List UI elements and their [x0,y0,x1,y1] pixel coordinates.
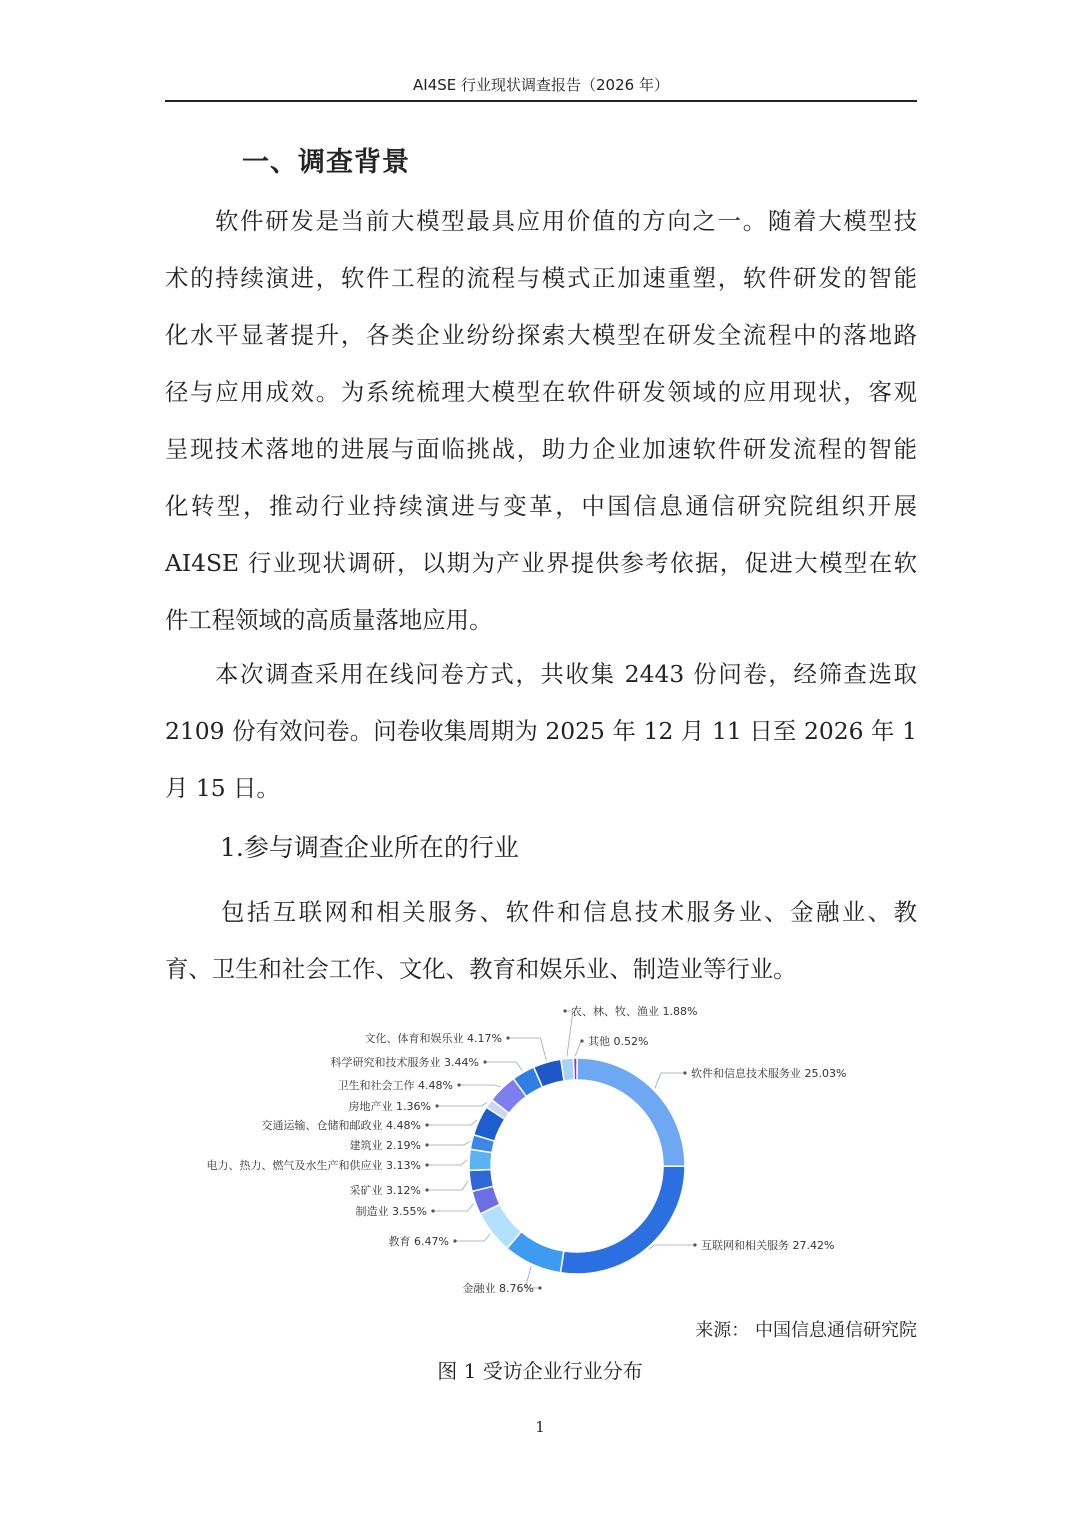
slice-label: 交通运输、仓储和邮政业 4.48% [261,1119,421,1132]
donut-slice [560,1166,685,1274]
slice-label: 教育 6.47% [388,1235,449,1248]
leader-line [427,1141,470,1145]
paragraph-line: 术的持续演进，软件工程的流程与模式正加速重塑，软件研发的智能 [165,264,917,292]
leader-line [575,1041,582,1056]
leader-dot [693,1243,696,1246]
leader-dot [563,1009,566,1012]
section-title: 一、调查背景 [242,147,410,178]
paragraph-line: 育、卫生和社会工作、文化、教育和娱乐业、制造业等行业。 [165,955,797,983]
donut-slice [577,1058,685,1166]
leader-dot [538,1286,541,1289]
leader-line [508,1038,546,1060]
leader-line [433,1204,474,1211]
paragraph-line: 2109 份有效问卷。问卷收集周期为 2025 年 12 月 11 日至 2026 年 1 [165,717,917,745]
paragraph-line: 径与应用成效。为系统梳理大模型在软件研发领域的应用现状，客观 [165,378,917,406]
slice-label: 建筑业 2.19% [349,1139,421,1152]
leader-line [455,1234,490,1241]
paragraph-line: 包括互联网和相关服务、软件和信息技术服务业、金融业、教 [221,898,917,926]
slice-label: 互联网和相关服务 27.42% [701,1239,835,1252]
leader-dot [580,1039,583,1042]
leader-dot [457,1083,460,1086]
page-header [165,70,917,102]
paragraph-line: 软件研发是当前大模型最具应用价值的方向之一。随着大模型技 [215,207,917,235]
slice-label: 农、林、牧、渔业 1.88% [571,1005,698,1018]
slice-label: 电力、热力、燃气及水生产和供应业 3.13% [206,1159,421,1172]
paragraph-line: 本次调查采用在线问卷方式，共收集 2443 份问卷，经筛查选取 [215,660,917,688]
leader-dot [425,1143,428,1146]
paragraph-line: 件工程领域的高质量落地应用。 [165,606,493,634]
donut-slice [573,1058,577,1080]
paragraph-line: AI4SE 行业现状调研，以期为产业界提供参考依据，促进大模型在软 [165,549,917,577]
slice-label: 房地产业 1.36% [348,1100,431,1113]
industry-donut-chart [165,995,917,1305]
slice-label: 文化、体育和娱乐业 4.17% [364,1032,502,1045]
slice-label: 制造业 3.55% [355,1205,427,1218]
paragraph-line: 月 15 日。 [165,774,280,802]
leader-dot [453,1239,456,1242]
leader-dot [425,1163,428,1166]
figure-caption: 图 1 受访企业行业分布 [437,1359,643,1383]
paragraph-industries [165,884,917,998]
leader-dot [683,1071,686,1074]
subsection-title: 1.参与调查企业所在的行业 [220,833,519,862]
slice-label: 采矿业 3.12% [349,1184,421,1197]
leader-dot [506,1036,509,1039]
donut-svg [165,995,917,1305]
paragraph-line: 化转型，推动行业持续演进与变革，中国信息通信研究院组织开展 [165,492,917,520]
leader-dot [425,1123,428,1126]
leader-dot [483,1060,486,1063]
page-number: 1 [535,1418,545,1436]
leader-line [427,1160,467,1165]
leader-line [427,1181,468,1190]
header-title: AI4SE 行业现状调查报告（2026 年） [413,76,669,94]
leader-line [485,1062,522,1071]
slice-label: 软件和信息技术服务业 25.03% [691,1067,847,1080]
leader-dot [435,1104,438,1107]
paragraph-background [165,193,917,649]
leader-line [427,1120,477,1125]
paragraph-survey-method [165,646,917,817]
paragraph-line: 化水平显著提升，各类企业纷纷探索大模型在研发全流程中的落地路 [165,321,917,349]
leader-line [655,1073,685,1088]
leader-line [459,1085,500,1087]
leader-dot [431,1209,434,1212]
slice-label: 其他 0.52% [588,1035,649,1048]
paragraph-line: 呈现技术落地的进展与面临挑战，助力企业加速软件研发流程的智能 [165,435,917,463]
slice-label: 科学研究和技术服务业 3.44% [330,1056,479,1069]
leader-line [437,1102,487,1106]
chart-source: 来源： 中国信息通信研究院 [695,1320,917,1341]
slice-label: 卫生和社会工作 4.48% [337,1079,453,1092]
slice-label: 金融业 8.76% [462,1282,534,1295]
leader-line [648,1245,695,1250]
leader-dot [425,1188,428,1191]
